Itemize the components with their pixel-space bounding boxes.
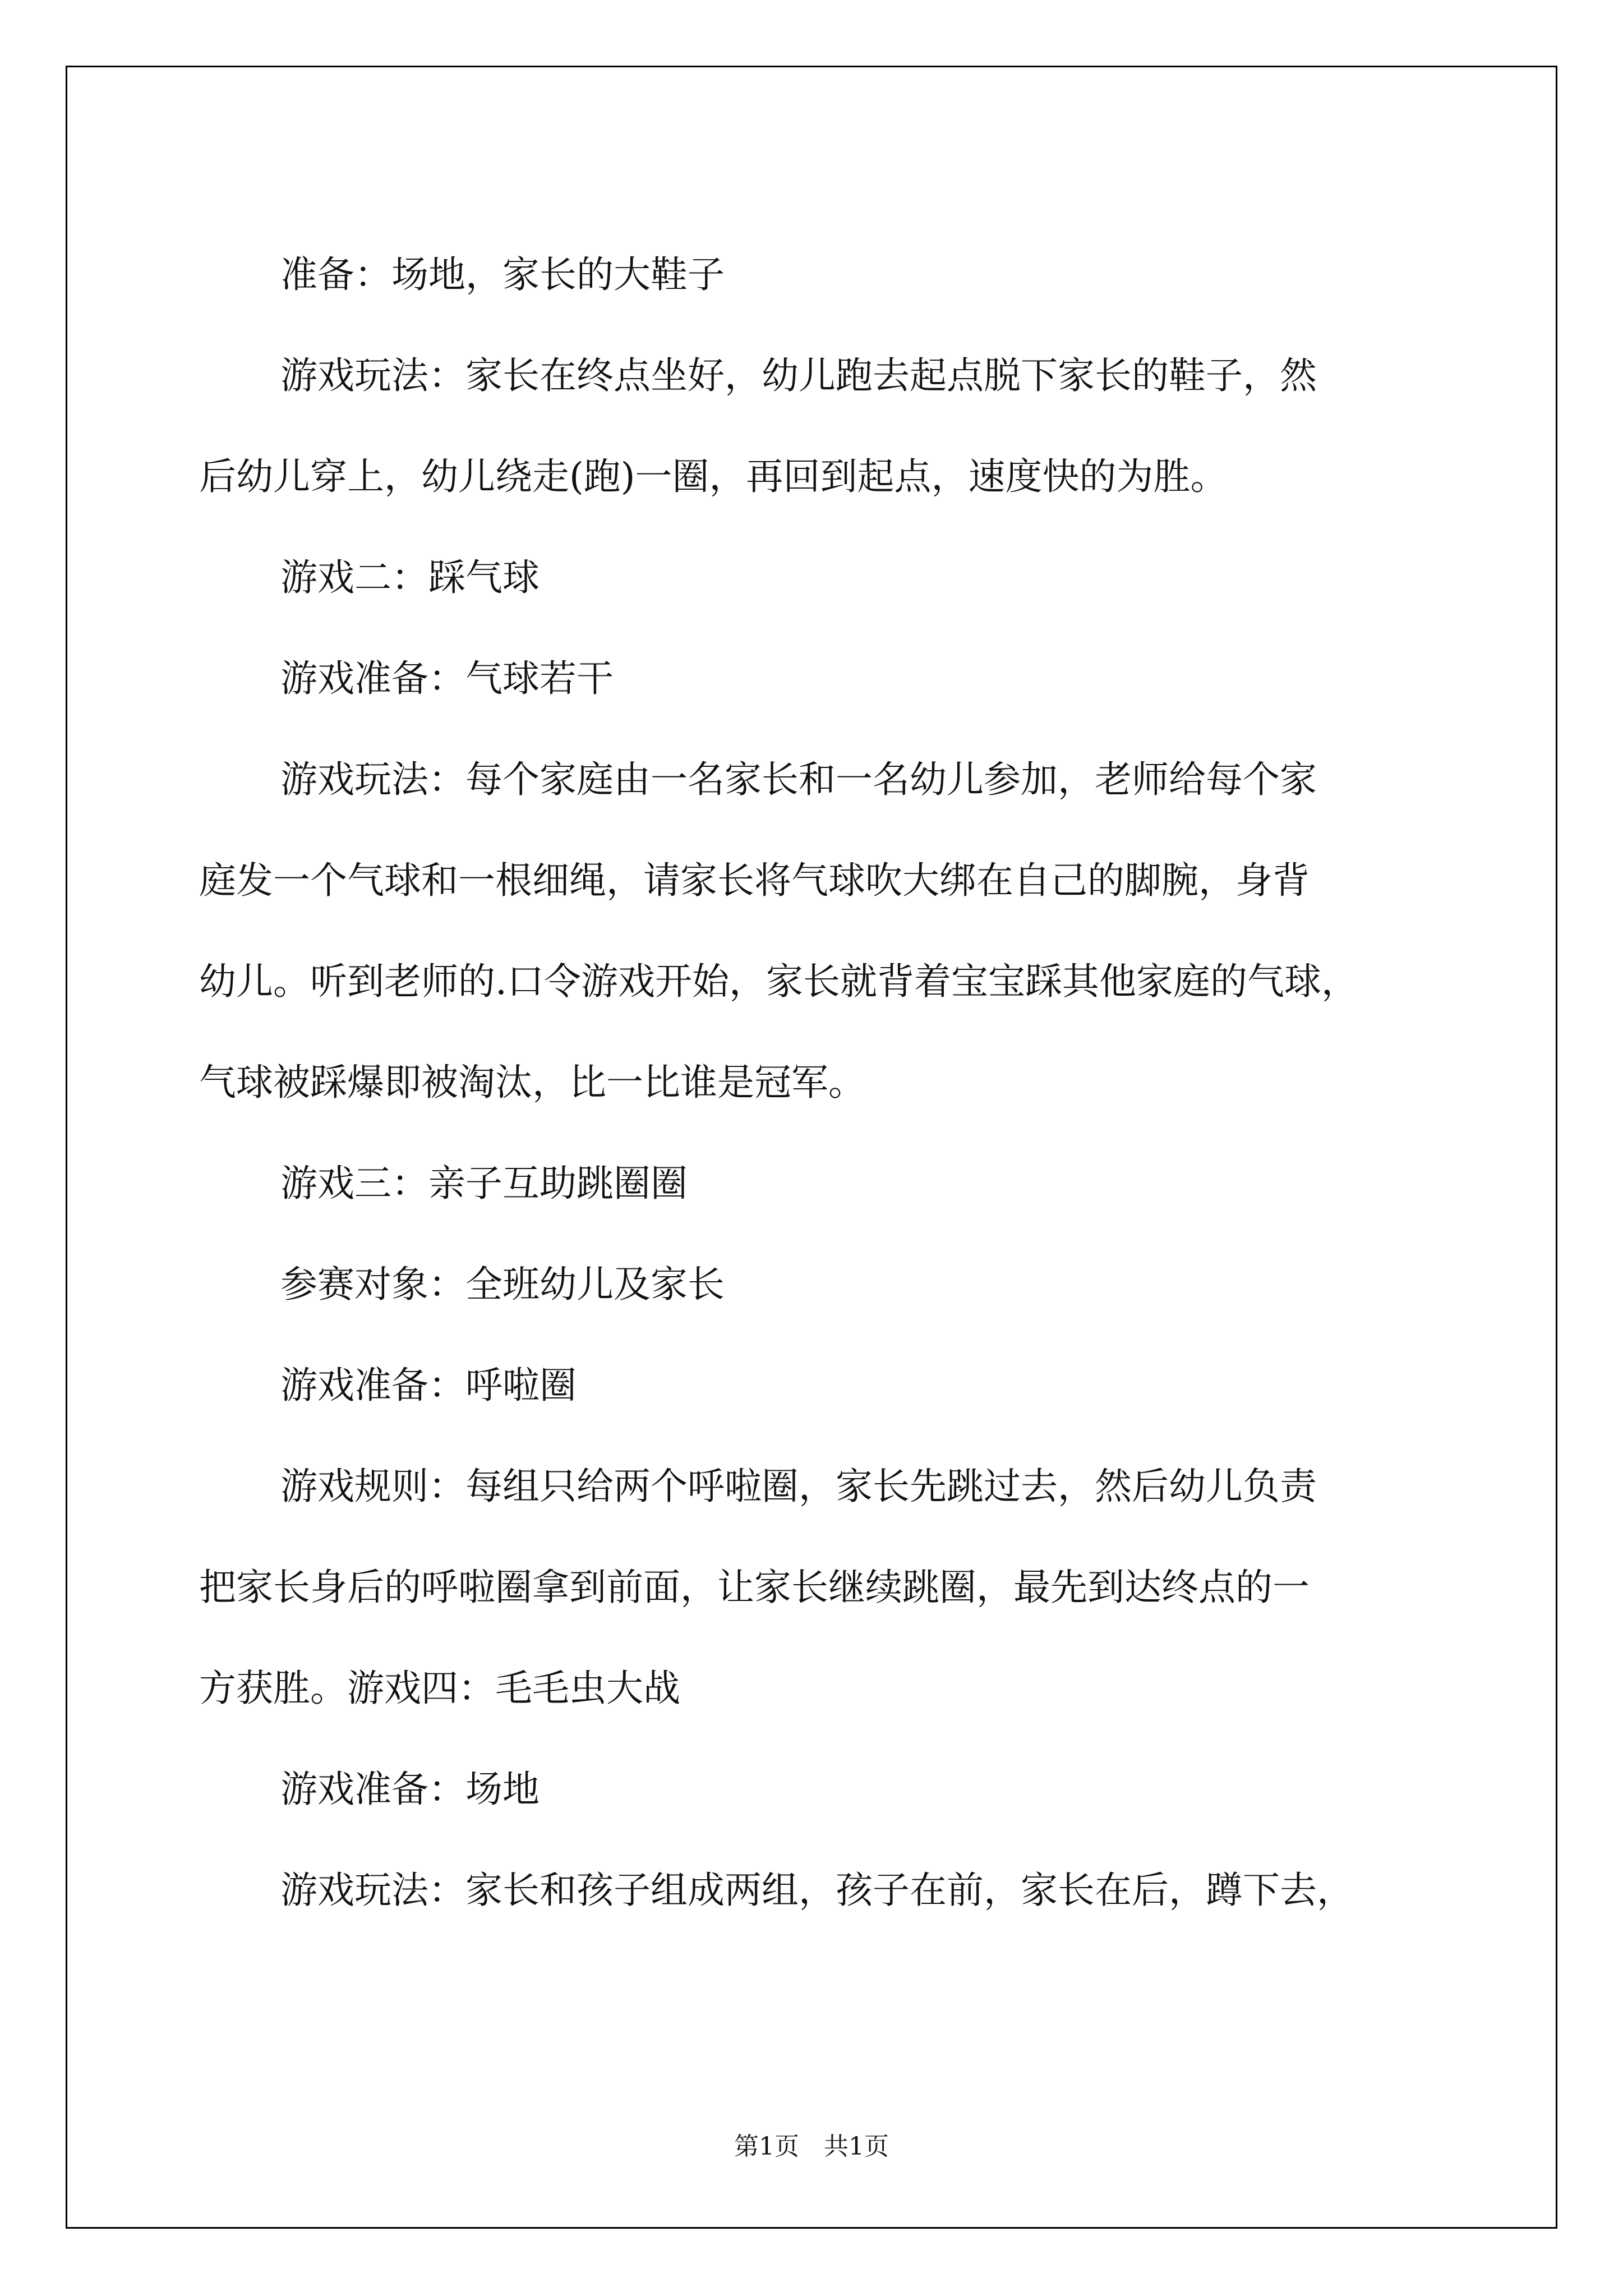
text-line: 把家长身后的呼啦圈拿到前面，让家长继续跳圈，最先到达终点的一 [199,1566,1310,1609]
text-line: 游戏三：亲子互助跳圈圈 [280,1162,688,1205]
paragraph [199,729,1433,1133]
text-line: 方获胜。游戏四：毛毛虫大战 [199,1667,680,1710]
text-line: 游戏二：踩气球 [280,556,540,599]
text-line: 游戏准备：场地 [280,1768,540,1811]
text-line: 气球被踩爆即被淘汰，比一比谁是冠军。 [199,1061,865,1104]
paragraph [199,224,1433,325]
text-line: 后幼儿穿上，幼儿绕走(跑)一圈，再回到起点，速度快的为胜。 [199,455,1228,498]
paragraph [199,1335,1433,1436]
paragraph [199,1133,1433,1234]
text-line: 游戏玩法：家长和孩子组成两组，孩子在前，家长在后，蹲下去， [280,1869,1354,1912]
paragraph [199,325,1433,527]
text-line: 参赛对象：全班幼儿及家长 [280,1263,725,1306]
text-line: 游戏准备：呼啦圈 [280,1364,577,1407]
paragraph [199,1436,1433,1739]
paragraph [199,1840,1433,1941]
text-line: 幼儿。听到老师的.口令游戏开始，家长就背着宝宝踩其他家庭的气球， [199,960,1358,1003]
text-line: 游戏玩法：家长在终点坐好，幼儿跑去起点脱下家长的鞋子，然 [280,354,1317,397]
paragraph [199,1739,1433,1840]
text-line: 游戏准备：气球若干 [280,657,614,700]
document-body [199,224,1433,1941]
text-line: 游戏规则：每组只给两个呼啦圈，家长先跳过去，然后幼儿负责 [280,1465,1317,1508]
text-line: 庭发一个气球和一根细绳，请家长将气球吹大绑在自己的脚腕，身背 [199,859,1310,902]
paragraph [199,527,1433,628]
paragraph [199,1234,1433,1335]
paragraph [199,628,1433,729]
text-line: 游戏玩法：每个家庭由一名家长和一名幼儿参加，老师给每个家 [280,758,1317,801]
page-footer: 第1页 共1页 [734,2132,889,2161]
text-line: 准备：场地，家长的大鞋子 [280,253,725,296]
